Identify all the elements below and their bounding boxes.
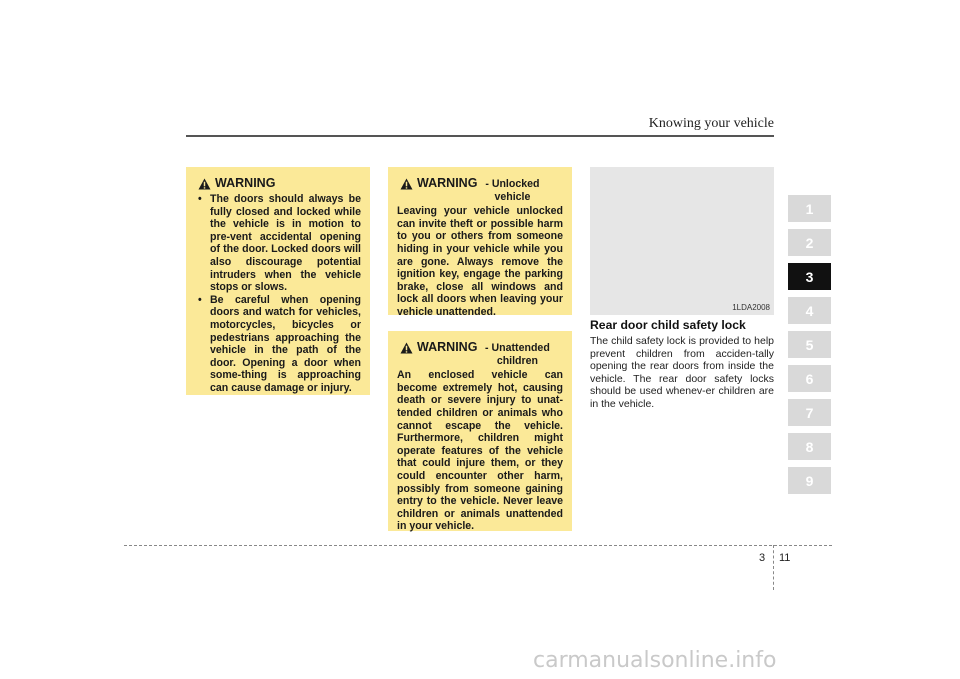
header-rule [186,135,774,137]
warning-body: Leaving your vehicle unlocked can invite theft or possible harm to you or others from someone hiding in your vehicle while you are gone. Always remove the ignition key, engage the parking brake, close all windows and lock all doors when leaving your vehicle unattended. [397,205,563,318]
chapter-tab-5[interactable]: 5 [788,331,831,358]
warning-body: An enclosed vehicle can become extremely hot, causing death or severe injury to unat-tended children or animals who cannot escape the vehicle. Furthermore, children might operate features of the vehicle that could injure them, or they could encounter other harm, possibly from someone gaining entry to the vehicle. Never leave children or animals unattended in your vehicle. [397,369,563,533]
child-safety-lock-illustration [590,167,774,315]
warning-bullet-list [195,193,361,395]
section-heading: Rear door child safety lock [590,318,746,332]
chapter-tab-2[interactable]: 2 [788,229,831,256]
chapter-tab-9[interactable]: 9 [788,467,831,494]
warning-title: WARNING [215,176,276,190]
watermark: carmanualsonline.info [533,648,777,673]
footer-rule [124,545,832,546]
warning-triangle-icon [198,178,211,190]
footer-divider [773,545,774,590]
chapter-tab-1[interactable]: 1 [788,195,831,222]
chapter-tabs [788,195,831,501]
warning-bullet: • The doors should always be fully closed and locked while the vehicle is in motion to pre-vent accidental opening of the door. Locked doors will also discourage potential intruders when the vehicle stops or slows. [195,193,361,294]
warning-subtitle: - Unlocked vehicle [485,178,540,203]
chapter-tab-7[interactable]: 7 [788,399,831,426]
warning-triangle-icon [400,178,413,190]
warning-box-doors [186,167,370,395]
warning-box-unlocked-vehicle [388,167,572,318]
image-code: 1LDA2008 [732,303,770,312]
warning-box-unattended-children [388,331,572,531]
warning-bullet: • Be careful when opening doors and watch for vehicles, motorcycles, bicycles or pedestrians approaching the vehicle in the path of the door. Opening a door when some-thing is approaching can cause damage or injury. [195,294,361,395]
section-body: The child safety lock is provided to help prevent children from acciden-tally opening the rear doors from inside the vehicle. The rear door safety locks should be used whenev-er children are in the vehicle. [590,335,774,410]
warning-triangle-icon [400,342,413,354]
warning-title: WARNING [417,176,478,190]
warning-subtitle: - Unattended children [485,342,550,367]
header-title: Knowing your vehicle [648,116,774,131]
page-chapter-number: 3 [759,552,766,564]
chapter-tab-4[interactable]: 4 [788,297,831,324]
warning-title: WARNING [417,340,478,354]
chapter-tab-3[interactable]: 3 [788,263,831,290]
page-number: 11 [779,552,791,564]
chapter-tab-6[interactable]: 6 [788,365,831,392]
chapter-tab-8[interactable]: 8 [788,433,831,460]
